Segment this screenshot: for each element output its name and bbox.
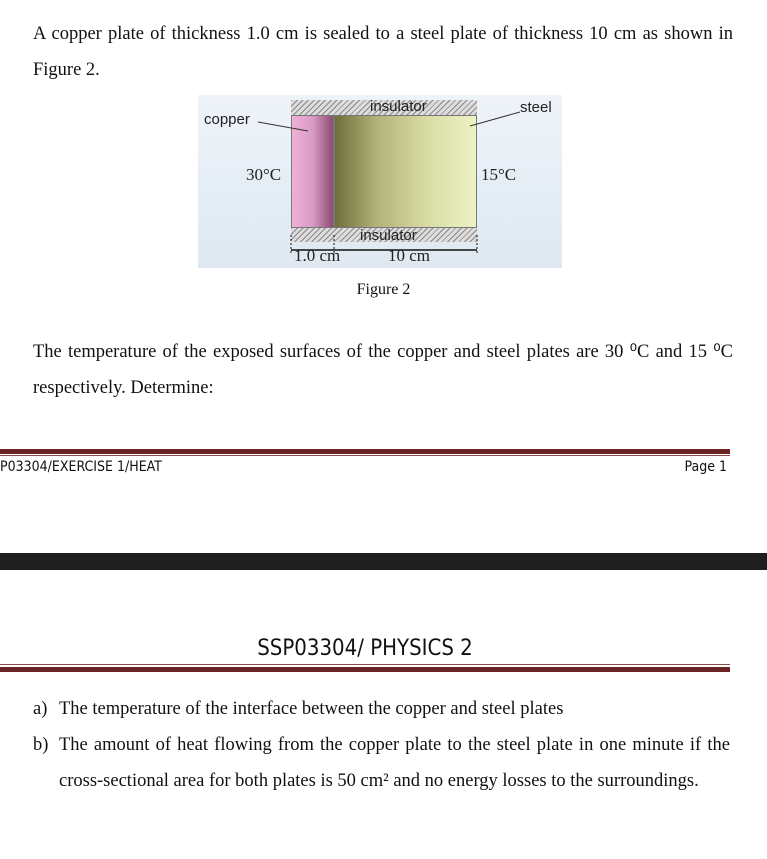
figure-2-diagram bbox=[198, 95, 562, 268]
header-rule bbox=[0, 667, 730, 672]
steel-thickness: 10 cm bbox=[388, 246, 431, 265]
question-label: a) bbox=[33, 699, 48, 719]
right-temperature: 15°C bbox=[481, 165, 517, 184]
question-list bbox=[33, 691, 730, 799]
insulator-top-label: insulator bbox=[370, 98, 427, 115]
intro-text: A copper plate of thickness 1.0 cm is sealed to a steel plate of thickness 10 cm as shown in Figure 2. bbox=[33, 24, 733, 80]
footer-page-number: Page 1 bbox=[684, 459, 727, 475]
steel-label: steel bbox=[520, 99, 552, 116]
left-temperature: 30°C bbox=[246, 165, 282, 184]
question-text: The temperature of the interface between the copper and steel plates bbox=[59, 699, 564, 719]
insulator-bottom-label: insulator bbox=[360, 227, 417, 244]
question-text: The amount of heat flowing from the copper plate to the steel plate in one minute if the cross-sectional area for both plates is 50 cm² and no energy losses to the surroundings. bbox=[59, 735, 730, 791]
page-break-bar bbox=[0, 553, 767, 570]
question-label: b) bbox=[33, 735, 49, 755]
question-b bbox=[33, 727, 730, 799]
copper-thickness: 1.0 cm bbox=[294, 246, 341, 265]
header-rule-thin bbox=[0, 664, 730, 665]
figure-caption: Figure 2 bbox=[356, 281, 411, 298]
footer-rule-thin bbox=[0, 455, 730, 456]
footer-course-code: P03304/EXERCISE 1/HEAT bbox=[0, 459, 162, 475]
conditions-text: The temperature of the exposed surfaces of the copper and steel plates are 30 ⁰C and 15 ⁰C respectively. Determine: bbox=[33, 342, 733, 398]
copper-label: copper bbox=[204, 111, 250, 128]
footer-rule bbox=[0, 449, 730, 454]
header-title: SSP03304/ PHYSICS 2 bbox=[257, 636, 473, 661]
question-a bbox=[33, 691, 730, 727]
